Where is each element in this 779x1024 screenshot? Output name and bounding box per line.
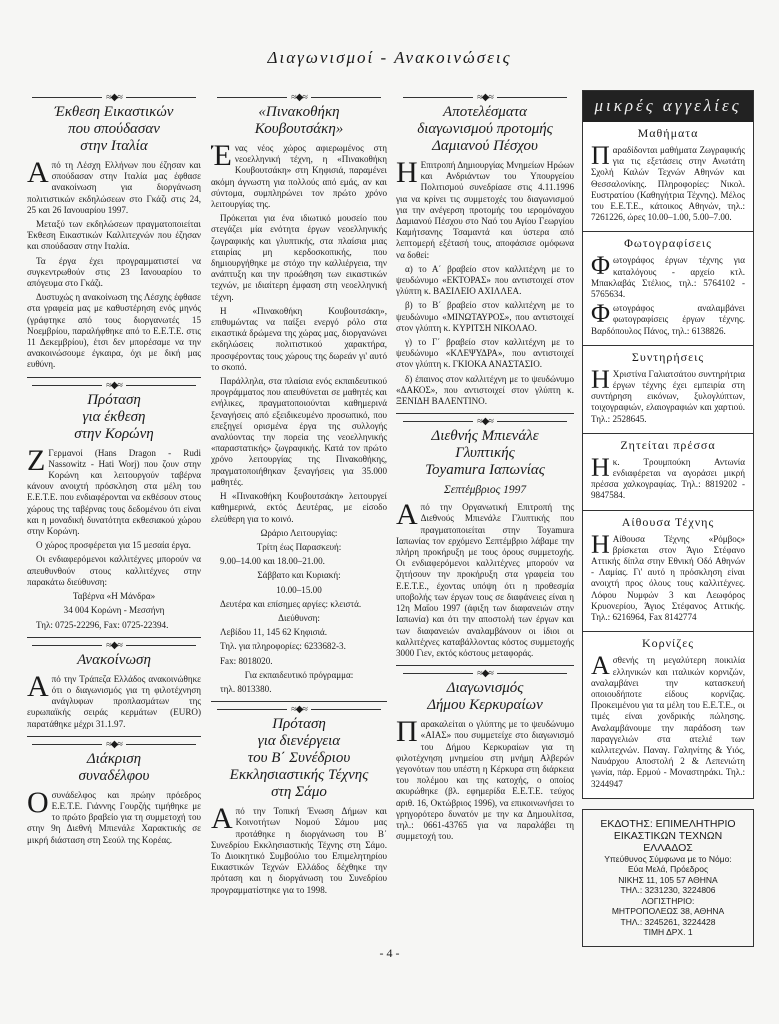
- article-paragraph: Για εκπαιδευτικό πρόγραμμα:: [244, 669, 354, 680]
- article-paragraph: Σάββατο και Κυριακή:: [257, 570, 341, 581]
- publisher-line: ΤΙΜΗ ΔΡΧ. 1: [643, 927, 693, 938]
- page-number: - 4 -: [379, 946, 400, 960]
- publisher-line: ΛΟΓΙΣΤΗΡΙΟ:: [641, 895, 695, 906]
- article-title: Αποτελέσματα διαγωνισμού προτομής Δαμιανού Πέσχου: [417, 104, 553, 154]
- article-paragraph: Τα έργα έχει προγραμματιστεί να συγκεντρωθούν στις 23 Ιανουαρίου το απόγευμα στο Γκάζι.: [27, 255, 201, 289]
- drop-cap: Ζ: [27, 443, 46, 477]
- article-paragraph: [396, 498, 574, 659]
- classified-ad: [583, 511, 753, 633]
- classified-ad-text: ωτογράφος αναλαμβάνει φωτογραφίσεις έργων τέχνης. Βαρδόπουλος Πάνος, τηλ.: 6138826.: [591, 303, 745, 336]
- drop-cap: Α: [211, 802, 233, 836]
- ornament: ≈◆≈: [27, 642, 201, 650]
- article-paragraph-text: νας νέος χώρος αφιερωμένος στη νεοελληνική τέχνη, η «Πινακοθήκη Κουβουτσάκη» στη Κηφισιά, παραμένει ακόμη άγνωστη για πολλούς από εμάς, αν και σύντομα, συμπληρώνει τον πρώτο χρόνο λειτουργίας της.: [211, 143, 387, 210]
- ornament: ≈◆≈: [27, 382, 201, 390]
- classified-ad-title: Φωτογραφίσεις: [624, 236, 712, 251]
- classified-ad: [583, 232, 753, 345]
- publisher-line: ΕΚΔΟΤΗΣ: ΕΠΙΜΕΛΗΤΗΡΙΟ: [600, 817, 736, 830]
- drop-cap: Ο: [27, 785, 49, 819]
- classified-ad-text: [591, 529, 745, 624]
- ornament: ≈◆≈: [211, 94, 387, 102]
- classifieds-box: [582, 90, 754, 799]
- classified-ad: [583, 632, 753, 797]
- article-paragraph: β) το Β΄ βραβείο στον καλλιτέχνη με το ψευδώνυμο «ΜΙΝΩΤΑΥΡΟΣ», που αντιστοιχεί στον γλύπτη κ. ΚΥΡΙΤΣΗ ΝΙΚΟΛΑΟ.: [396, 300, 574, 333]
- publisher-line: ΕΙΚΑΣΤΙΚΩΝ ΤΕΧΝΩΝ: [613, 829, 723, 842]
- article-paragraph-text: πό τη Λέσχη Ελλήνων που έζησαν και σπούδασαν στην Ιταλία μας έφθασε ανακοίνωση για διοργάνωση πολιτιστικών εκδηλώσεων στο Γκάζι στις 24, 25 και 26 Ιανουαρίου 1997.: [27, 160, 201, 215]
- publisher-line: ΕΛΛΑΔΟΣ: [643, 841, 693, 854]
- article-paragraph: γ) το Γ΄ βραβείο στον καλλιτέχνη με το ψευδώνυμο «ΚΛΕΨΥΔΡΑ», που αντιστοιχεί στον γλύπτη κ. ΓΚΙΟΚΑ ΑΝΑΣΤΑΣΙΟ.: [396, 337, 574, 370]
- classified-ad: [583, 434, 753, 511]
- article-paragraph: 9.00–14.00 και 18.00–21.00.: [220, 556, 325, 567]
- classified-ad-text: Χριστίνα Γαλιατσάτου συντηρήτρια έργων τέχνης έχει εμπειρία στη συντήρηση εικόνων, ξυλογλύπτων, τοιχογραφιών, ελαιογραφιών και χαρτιού. Τηλ.: 2528645.: [591, 368, 745, 424]
- ornament: ≈◆≈: [396, 670, 574, 678]
- article-paragraph: Μεταξύ των εκδηλώσεων πραγματοποιείται Έκθεση Εικαστικών Καλλιτεχνών που έζησαν και σπούδασαν στην Ιταλία.: [27, 219, 201, 252]
- classified-ad-text: [591, 364, 745, 425]
- article-divider: [396, 413, 574, 414]
- drop-cap: Α: [591, 651, 610, 681]
- article-paragraph: Δευτέρα και επίσημες αργίες: κλειστά.: [220, 598, 362, 609]
- article-paragraph-text: πό την Τοπική Ένωση Δήμων και Κοινοτήτων Νομού Σάμου μας προτάθηκε η διοργάνωση του Β΄ Συνεδρίου Εκκλησιαστικής Τέχνης στη Σάμο. Το Διοικητικό Συμβούλιο του Επιμελητηρίου Εικαστικών Τεχνών Ελλάδος δέχθηκε την πρόταση και η διοργάνωση του Συνεδρίου προγραμματίστηκε για το 1998.: [211, 806, 387, 895]
- classifieds-list: [583, 122, 753, 798]
- article-title: Διάκριση συναδέλφου: [78, 750, 150, 784]
- page-header: Διαγωνισμοί - Ανακοινώσεις: [267, 48, 512, 67]
- article-paragraph: [27, 156, 201, 216]
- article-paragraph: [396, 156, 574, 261]
- article-divider: [27, 377, 201, 378]
- column-3: [396, 90, 574, 846]
- classified-ad-text: αραδίδονται μαθήματα Ζωγραφικής για τις εξετάσεις στην Ανωτάτη Σχολή Καλών Τεχνών Αθηνών και Θεσσαλονίκης. Πληροφορίες: Νικολ. Ευστρατίου (Καθηγήτρια Τέχνης). Μέλος του Ε.Ε.Τ.Ε., κάτοικος Αθηνών, τηλ.: 7261226, ώρες 10.00–1.00, 5.00–7.00.: [591, 145, 745, 223]
- article-paragraph: Τηλ: 0725-22296, Fax: 0725-22394.: [36, 619, 169, 630]
- article-paragraph-text: πό την Οργανωτική Επιτροπή της Διεθνούς Μπιενάλε Γλυπτικής που πραγματοποιείται στην Toyamura Ιαπωνίας τον ερχόμενο Σεπτέμβριο λάβαμε την πλήρη προκήρυξη με τους όρους συμμετοχής. Οι ενδιαφερόμενοι καλλιτέχνες μπορούν να ζητήσουν την προκήρυξη στα γραφεία του Ε.Ε.Τ.Ε., έχοντας υπόψη ότι η προθεσμία υποβολής των έργων τους σε διαφάνειες είναι η 12η Μαΐου 1997 (άφιξη των διαφανειών στην Ιαπωνία) και ότι την αποστολή των έργων και των διαφανειών αναλαμβάνουν οι ίδιοι οι καλλιτέχνες καταβάλλοντας κόστος συμμετοχής 3000 Γιεν, εκτός κόστους μεταφοράς.: [396, 502, 574, 658]
- article-paragraph: [27, 669, 201, 730]
- article-paragraph: Ταβέρνα «Η Μάνδρα»: [72, 591, 156, 602]
- classified-ad-text: [591, 251, 745, 300]
- article-paragraph: 10.00–15.00: [276, 584, 322, 595]
- article-divider: [396, 665, 574, 666]
- article-paragraph: Ο χώρος προσφέρεται για 15 μεσαία έργα.: [36, 540, 191, 551]
- publisher-line: ΝΙΚΗΣ 11, 105 57 ΑΘΗΝΑ: [618, 874, 718, 885]
- article-paragraph: Ωράριο Λειτουργίας:: [260, 527, 338, 538]
- drop-cap: Φ: [591, 299, 611, 329]
- article-title: Πρόταση για έκθεση στην Κορώνη: [74, 391, 154, 442]
- article-paragraph: [211, 802, 387, 896]
- drop-cap: Η: [591, 529, 610, 559]
- ornament: ≈◆≈: [396, 418, 574, 426]
- article-paragraph: τηλ. 8013380.: [220, 683, 272, 694]
- drop-cap: Α: [27, 669, 49, 703]
- article-title: Έκθεση Εικαστικών που σπούδασαν στην Ιταλία: [54, 104, 174, 154]
- article-paragraph: 34 004 Κορώνη - Μεσσήνη: [63, 605, 165, 616]
- classified-ad: [583, 122, 753, 232]
- article-paragraph: Λεβίδου 11, 145 62 Κηφισιά.: [220, 627, 328, 638]
- classified-ad-title: Αίθουσα Τέχνης: [621, 514, 715, 529]
- classified-ad-title: Ζητείται πρέσσα: [620, 437, 716, 452]
- publisher-line: Εύα Μελά, Πρόεδρος: [627, 864, 709, 875]
- article-subtitle: Σεπτέμβριος 1997: [443, 484, 527, 497]
- drop-cap: Φ: [591, 251, 611, 281]
- drop-cap: Π: [591, 141, 610, 170]
- article-paragraph-text: Επιτροπή Δημιουργίας Μνημείων Ηρώων και Ανδριάντων του Υπουργείου Πολιτισμού συνεδρίασε στις 4.11.1996 για να κρίνει τις συμμετοχές του διαγωνισμού για την ανέγερση προτομής του ιερομόναχου Δαμιανού Πέσχου στο Ναό του Αγίου Γεωργίου Καμήτσανης Τσαμαντά και ύστερα από λεπτομερή εξέτασή τους, αποφάσισε ομόφωνα να δοθεί:: [396, 160, 574, 260]
- drop-cap: Α: [27, 156, 49, 189]
- drop-cap: Η: [591, 364, 610, 394]
- publisher-line: ΤΗΛ.: 3231230, 3224806: [620, 885, 716, 896]
- article-paragraph-text: πό την Τράπεζα Ελλάδος ανακοινώθηκε ότι ο διαγωνισμός για τη φιλοτέχνηση ανάγλυφων προπλασμάτων της ευρωπαϊκής σειράς κερμάτων (EURO) παρατάθηκε μέχρι 31.1.97.: [27, 673, 201, 729]
- article-divider: [27, 637, 201, 638]
- article-paragraph: Παράλληλα, στα πλαίσια ενός εκπαιδευτικού προγράμματος που απευθύνεται σε μαθητές και ενήλικες, πραγματοποιούνται καθημερινά ξεναγήσεις από εξειδικευμένο προσωπικό, που επεξηγεί ορισμένα έργα της συλλογής αναλύοντας την πορεία της νεοελληνικής «παραστατικής» ζωγραφικής. Κατά τον πρώτο χρόνο λειτουργίας της Πινακοθήκης, πραγματοποιήθηκαν ξεναγήσεις για 35.000 μαθητές.: [211, 376, 387, 487]
- article-paragraph: Η «Πινακοθήκη Κουβουτσάκη» λειτουργεί καθημερινά, εκτός Δευτέρας, με είσοδο ελεύθερη για το κοινό.: [211, 491, 387, 524]
- article-paragraph: [396, 715, 574, 842]
- article-paragraph-text: Γερμανοί (Hans Dragon - Rudi Nassowitz - Hati Worj) που ζουν στην Κορώνη και λειτουργούν ταβέρνα κάνουν ανοιχτή πρόσκληση στα μέλη του Ε.Ε.Τ.Ε. που ενδιαφέρονται να εκθέσουν στους χώρους της ταβέρνας τους δεδομένου ότι είναι και η μοναδική δυνατότητα εκθεσιακού χώρου στην Κορώνη.: [27, 447, 201, 537]
- article: [27, 637, 201, 730]
- article-paragraph: [27, 443, 201, 538]
- publisher-box: [582, 809, 754, 947]
- ornament: ≈◆≈: [27, 94, 201, 102]
- article-paragraph: Δυστυχώς η ανακοίνωση της Λέσχης έφθασε στα γραφεία μας με καθυστέρηση ενός μηνός (γράφτηκε από τους διοργανωτές 15 Νοεμβρίου, παραλήφθηκε από το Ε.Ε.Τ.Ε. στις 11 Δεκεμβρίου), έτσι δεν μπορέσαμε να την ανακοινώσουμε έγκαιρα, όχι με δική μας ευθύνη.: [27, 292, 201, 370]
- article-title: Πρόταση για διενέργεια του Β΄ Συνέδριου Εκκλησιαστικής Τέχνης στη Σάμο: [229, 716, 369, 801]
- drop-cap: Π: [396, 715, 418, 749]
- article-paragraph: [27, 785, 201, 846]
- classified-ad-title: Μαθήματα: [637, 126, 699, 140]
- ornament: ≈◆≈: [27, 741, 201, 749]
- publisher-line: ΜΗΤΡΟΠΟΛΕΩΣ 38, ΑΘΗΝΑ: [611, 906, 725, 917]
- classified-ad-text: [591, 299, 745, 337]
- publisher-line: Υπεύθυνος Σύμφωνα με το Νόμο:: [604, 853, 732, 864]
- publisher-line: ΤΗΛ.: 3245261, 3224428: [620, 916, 716, 927]
- article-paragraph: Τηλ. για πληροφορίες: 6233682-3.: [220, 641, 346, 652]
- article-paragraph: α) το Α΄ βραβείο στον καλλιτέχνη με το ψευδώνυμο «ΕΚΤΟΡΑΣ» που αντιστοιχεί στον γλύπτη κ. ΒΑΣΙΛΕΙΟ ΑΧΙΛΛΕΑ.: [396, 263, 574, 297]
- article-divider: [211, 701, 387, 702]
- article: [396, 665, 574, 842]
- article: [27, 736, 201, 846]
- article: [396, 94, 574, 407]
- article-paragraph: Πρόκειται για ένα ιδιωτικό μουσείο που στεγάζει μία ενότητα έργων νεοελληνικής ζωγραφικής και γλυπτικής, στα πλαίσια μιας εταιρίας μη κερδοσκοπικής, που δημιουργήθηκε με στόχο την καλλιέργεια, την ανάπτυξη και την προώθηση των εικαστικών τεχνών, με ιδιαίτερη έμφαση στη νεοελληνική τέχνη.: [211, 213, 387, 302]
- article: [27, 94, 201, 371]
- classified-ad-text: [591, 651, 745, 789]
- drop-cap: Έ: [211, 139, 232, 172]
- classified-ad-text: [591, 141, 745, 223]
- classified-ad-text: ωτογράφος έργων τέχνης για καταλόγους - αρχείο κτλ. Μπακλαβάς Στέλιος, τηλ.: 5764102 - 5765634.: [591, 255, 745, 300]
- article: [211, 94, 387, 695]
- classified-ad-text: [591, 452, 745, 502]
- article-paragraph: Fax: 8018020.: [220, 655, 273, 666]
- article-paragraph: Η «Πινακοθήκη Κουβουτσάκη», επιθυμώντας να παίξει ενεργό ρόλο στα εικαστικά δρώμενα της χώρας μας, διοργανώνει εκδηλώσεις πολιτιστικού χαρακτήρα, προσφέροντας τους χώρους της δωρεάν γι' αυτό το σκοπό.: [211, 305, 387, 372]
- article-paragraph-text: συνάδελφος και πρώην πρόεδρος Ε.Ε.Τ.Ε. Γιάννης Γουρζής τιμήθηκε με το πρώτο βραβείο για τη συμμετοχή του στην 9η Διεθνή Μπιενάλε Χαρακτικής σε μικρή διάσταση στη Σεούλ της Κορέας.: [27, 789, 201, 845]
- article-paragraph: Οι ενδιαφερόμενοι καλλιτέχνες μπορούν να απευθυνθούν στους καλλιτέχνες στην παρακάτω διεύθυνση:: [27, 554, 201, 587]
- classified-ad-title: Κορνίζες: [641, 636, 695, 651]
- column-2: [211, 90, 387, 900]
- article-paragraph: Διεύθυνση:: [278, 612, 320, 623]
- classified-ad-text: Αίθουσα Τέχνης «Ρόμβος» βρίσκεται στον Άγιο Στέφανο Αττικής δίπλα στην Εθνική Οδό Αθηνών - Λαμίας. Γι' αυτό η πρόσκληση είναι ανοιχτή προς όλους τους καλλιτέχνες. Λόφου Νυμφών 3 και Λεωφόρος Κρυονερίου, Άγιος Στέφανος Αττικής. Τηλ.: 6216964, Fax 8142774: [591, 533, 745, 623]
- article-paragraph-text: αρακαλείται ο γλύπτης με το ψευδώνυμο «ΑΙΑΣ» που συμμετείχε στο διαγωνισμό του Δήμου Κερκυραίων για τη φιλοτέχνηση μνημείου στη μνήμη Αλβερών γεγονότων που υπέστη η Κέρκυρα στη διάρκεια του πολέμου και της κατοχής, ο οποίος ακυρώθηκε (βλ. εφημερίδα Ε.Ε.Τ.Ε. τεύχος αριθ. 16, Οκτώβριος 1996), να επικοινωνήσει το γρηγορότερο δυνατόν με την κα Δημουλίτσα, τηλ.: 0661-43765 για να παραλάβει τη συμμετοχή του.: [396, 719, 574, 842]
- drop-cap: Η: [591, 452, 610, 482]
- article-divider: [27, 736, 201, 737]
- article: [27, 377, 201, 631]
- classified-ad-title: Συντηρήσεις: [631, 349, 705, 364]
- article: [211, 701, 387, 896]
- article-paragraph: [211, 139, 387, 210]
- article-title: Διεθνής Μπιενάλε Γλυπτικής Toyamura Ιαπωνίας: [425, 428, 545, 479]
- article-paragraph: Τρίτη έως Παρασκευή:: [256, 541, 342, 552]
- classified-ad-text: σθενής τη μεγαλύτερη ποικιλία ελληνικών και ιταλικών κορνιζών, αναλαμβάνει την κατασκευή οποιουδήποτε είδους κορνίζας. Προκειμένου για τα μέλη του Ε.Ε.Τ.Ε., οι τιμές είναι χονδρικής πώλησης. Αναλαμβάνουμε την παράδοση των παραγγελιών στα ατελιέ των καλλιτεχνών. Παναγ. Γαληνίτης & Υιός, Ναυάρχου Αποστολή 2 & Λεπενιώτη γωνία, πάρ. Ερμού - Μοναστηράκι. Τηλ.: 3244947: [591, 655, 745, 789]
- classified-ad: [583, 346, 753, 434]
- ornament: ≈◆≈: [211, 706, 387, 714]
- article: [396, 413, 574, 659]
- drop-cap: Α: [396, 498, 418, 532]
- ornament: ≈◆≈: [396, 94, 574, 102]
- article-paragraph: δ) έπαινος στον καλλιτέχνη με το ψευδώνυμο «ΔΑΚΟΣ», που αντιστοιχεί στον γλύπτη κ. ΞΕΝΙΔΗ ΒΑΛΕΝΤΙΝΟ.: [396, 373, 574, 407]
- article-title: Ανακοίνωση: [77, 651, 151, 668]
- column-4: [582, 90, 754, 947]
- column-1: [27, 90, 201, 850]
- article-title: Διαγωνισμός Δήμου Κερκυραίων: [427, 680, 543, 714]
- classified-ad-text: κ. Τρουμπούκη Αντωνία ενδιαφέρεται να αγοράσει μικρή πρέσσα χαλκογραφίας. Τηλ.: 8819202 - 9847584.: [591, 456, 745, 501]
- drop-cap: Η: [396, 156, 418, 189]
- classifieds-heading: μικρές αγγελίες: [583, 91, 753, 122]
- article-title: «Πινακοθήκη Κουβουτσάκη»: [254, 104, 344, 137]
